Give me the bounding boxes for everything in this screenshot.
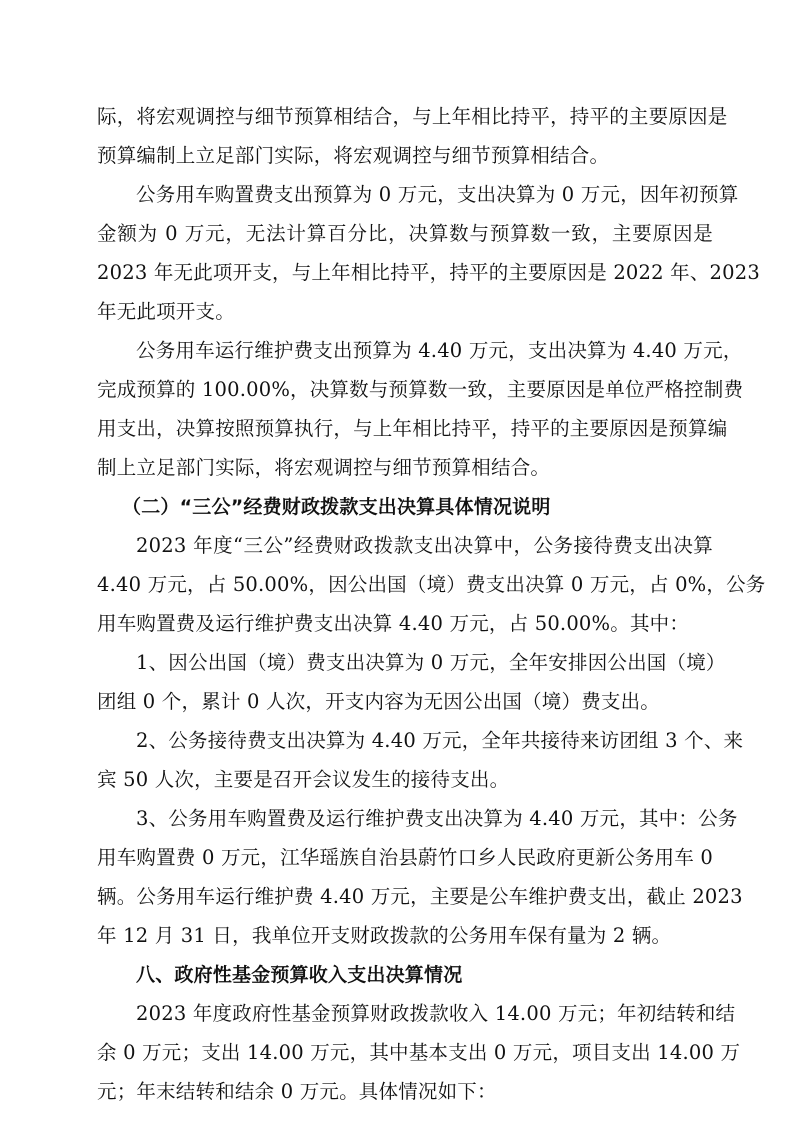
paragraph-line: 完成预算的 100.00%，决算数与预算数一致，主要原因是单位严格控制费 (97, 378, 744, 401)
paragraph-line: 年 12 月 31 日，我单位开支财政拨款的公务用车保有量为 2 辆。 (97, 924, 672, 947)
paragraph-line: 1、因公出国（境）费支出决算为 0 万元，全年安排因公出国（境） (136, 651, 726, 674)
paragraph-line: 预算编制上立足部门实际，将宏观调控与细节预算相结合。 (97, 144, 610, 167)
paragraph-line: 2、公务接待费支出决算为 4.40 万元，全年共接待来访团组 3 个、来 (136, 729, 744, 752)
paragraph-line: 公务用车运行维护费支出预算为 4.40 万元，支出决算为 4.40 万元， (136, 339, 743, 362)
paragraph-line: 金额为 0 万元，无法计算百分比，决算数与预算数一致，主要原因是 (97, 222, 713, 245)
paragraph-line: 际，将宏观调控与细节预算相结合，与上年相比持平，持平的主要原因是 (97, 105, 728, 128)
paragraph-line: 元；年末结转和结余 0 万元。具体情况如下： (97, 1080, 497, 1103)
paragraph-line: 制上立足部门实际，将宏观调控与细节预算相结合。 (97, 456, 551, 479)
section-subheading: （二）“三公”经费财政拨款支出决算具体情况说明 (122, 496, 551, 518)
paragraph-line: 团组 0 个，累计 0 人次，开支内容为无因公出国（境）费支出。 (97, 690, 661, 713)
paragraph-line: 宾 50 人次，主要是召开会议发生的接待支出。 (97, 768, 510, 791)
paragraph-line: 4.40 万元，占 50.00%，因公出国（境）费支出决算 0 万元，占 0%，公务 (97, 573, 766, 596)
paragraph-line: 辆。公务用车运行维护费 4.40 万元，主要是公车维护费支出，截止 2023 (97, 885, 743, 908)
paragraph-line: 余 0 万元；支出 14.00 万元，其中基本支出 0 万元，项目支出 14.00 万 (97, 1041, 741, 1064)
paragraph-line: 2023 年无此项开支，与上年相比持平，持平的主要原因是 2022 年、2023 (97, 261, 760, 284)
paragraph-line: 用车购置费 0 万元，江华瑶族自治县蔚竹口乡人民政府更新公务用车 0 (97, 846, 713, 869)
paragraph-line: 2023 年度政府性基金预算财政拨款收入 14.00 万元；年初结转和结 (136, 1002, 736, 1025)
paragraph-line: 公务用车购置费支出预算为 0 万元，支出决算为 0 万元，因年初预算 (136, 183, 739, 206)
section-heading: 八、政府性基金预算收入支出决算情况 (136, 964, 463, 986)
paragraph-line: 年无此项开支。 (97, 300, 235, 323)
paragraph-line: 2023 年度“三公”经费财政拨款支出决算中，公务接待费支出决算 (136, 534, 713, 557)
paragraph-line: 用支出，决算按照预算执行，与上年相比持平，持平的主要原因是预算编 (97, 417, 728, 440)
paragraph-line: 用车购置费及运行维护费支出决算 4.40 万元，占 50.00%。其中： (97, 612, 690, 635)
paragraph-line: 3、公务用车购置费及运行维护费支出决算为 4.40 万元，其中：公务 (136, 807, 738, 830)
